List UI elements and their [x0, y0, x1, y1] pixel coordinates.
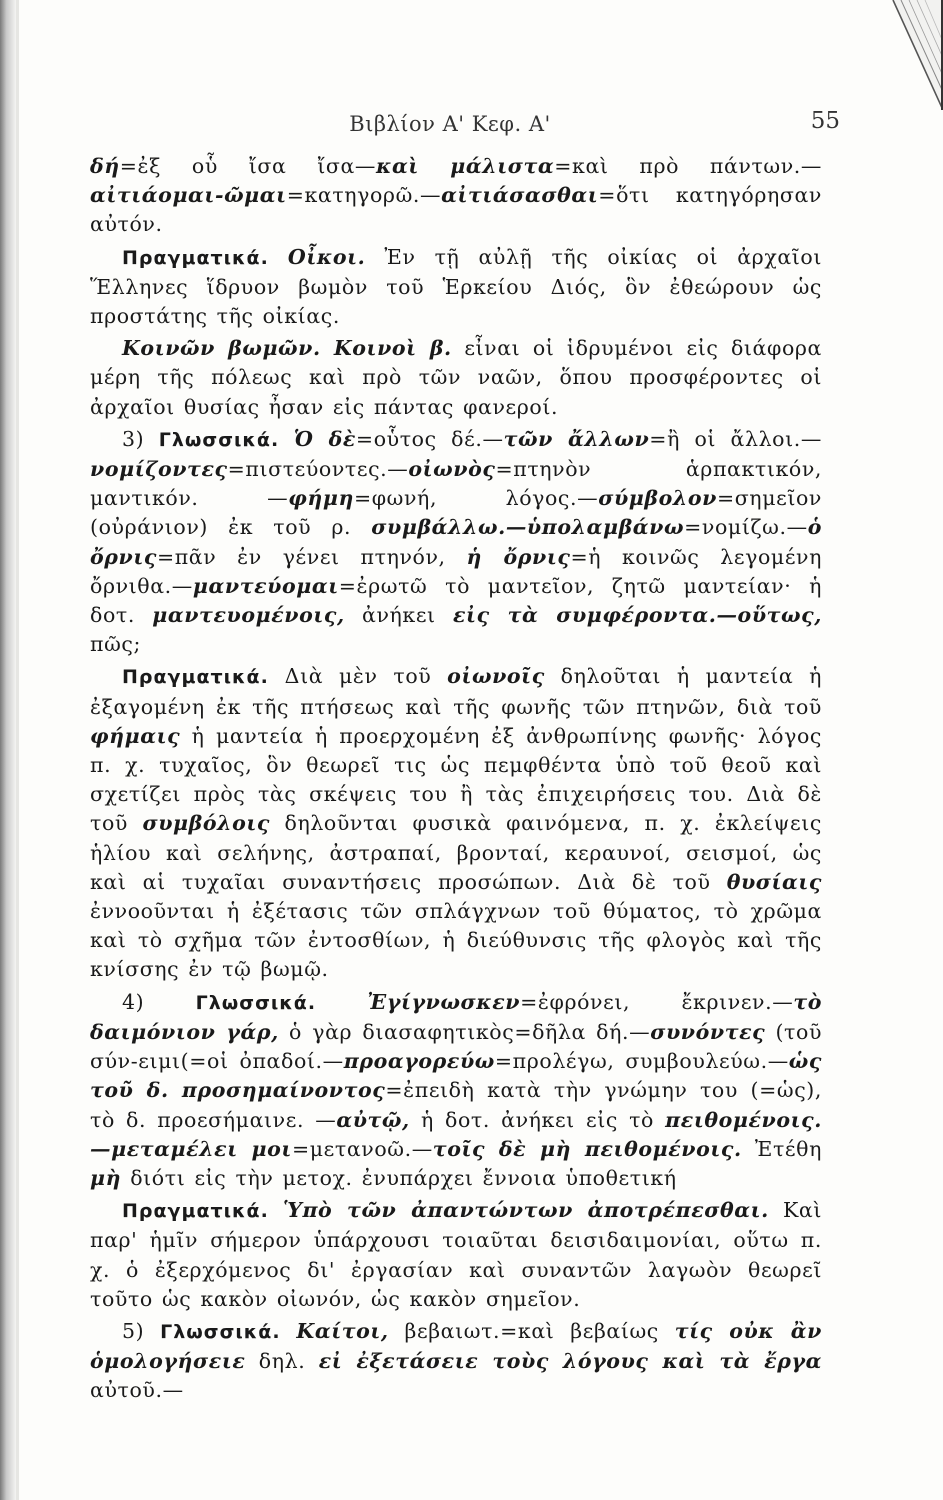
section-marker: Γλωσσικά. [158, 428, 280, 451]
emphasized-term: συμβόλοις [142, 811, 270, 836]
text-run [281, 1319, 297, 1343]
section-marker: Πραγματικά. [122, 246, 269, 269]
text-run: ἀνήκει [344, 603, 453, 628]
text-run: Ἐν τῇ αὐλῇ τῆς οἰκίας οἱ ἀρχαῖοι Ἕλληνες ἵδρυον βωμὸν τοῦ Ἑρκείου Διός, ὃν ἐθεώρουν ὡς προστάτης τῆς οἰκίας. [90, 244, 822, 329]
emphasized-term: μὴ [90, 1165, 122, 1190]
text-run: ἡ μαντεία ἡ προερχομένη ἐξ ἀνθρωπίνης φωνῆς· λόγος π. χ. τυχαῖος, ὃν θεωρεῖ τις ὡς πεμφθέντα ὑπὸ τοῦ θεοῦ καὶ σχετίζει πρὸς τὰς σκέψεις του ἢ τὰς ἐπιχειρήσεις του. Διὰ δὲ τοῦ [90, 723, 822, 836]
paragraph-2 [90, 243, 822, 332]
emphasized-term: εἰ ἐξετάσειε τοὺς λόγους καὶ τὰ ἔργα [318, 1349, 822, 1374]
section-marker: Πραγματικά. [122, 666, 269, 689]
emphasized-term: ὁ ὄρνις [90, 515, 822, 569]
emphasized-term: συμβάλλω.—ὑπολαμβάνω [371, 515, 685, 540]
text-run [279, 427, 294, 451]
emphasized-term: αἰτιάομαι-ῶμαι [90, 183, 287, 208]
paragraph-3 [90, 334, 822, 422]
text-run: =καὶ πρὸ πάντων.— [554, 154, 822, 178]
emphasized-term: αὐτῷ, [336, 1107, 410, 1132]
emphasized-term: Ὑπὸ τῶν ἀπαντώντων ἀποτρέπεσθαι. [282, 1198, 769, 1223]
text-run: =πτηνὸν ἁρπακτικόν, μαντικόν. — [90, 457, 822, 511]
emphasized-term: μαντεύομαι [192, 573, 339, 598]
text-run: δηλοῦται ἡ μαντεία ἡ ἐξαγομένη ἐκ τῆς πτήσεως καὶ τῆς φωνῆς τῶν πτηνῶν, διὰ τοῦ [90, 664, 822, 719]
emphasized-term: φήμαις [90, 723, 181, 748]
emphasized-term: τίς οὐκ ἂν ὁμολογήσειε [90, 1318, 822, 1374]
emphasized-term: μαντευομένοις, [152, 603, 345, 628]
text-run: ὁ γὰρ διασαφητικὸς=δῆλα δή.— [278, 1019, 651, 1044]
text-run [316, 990, 367, 1014]
text-run: =ἐξ οὗ ἴσα ἴσα— [119, 154, 376, 178]
text-run: =ἡ κοινῶς λεγομένη ὄρνιθα.— [90, 544, 822, 598]
text-run: ἐννοοῦνται ἡ ἐξέτασις τῶν σπλάγχνων τοῦ θύματος, τὸ χρῶμα καὶ τὸ σχῆμα τῶν ἐντοσθίων, ἡ διεύθυνσις τῆς φλογὸς καὶ τῆς κνίσσης ἐν τῷ βωμῷ. [90, 899, 822, 982]
text-run: =φωνή, λόγος.— [353, 486, 599, 511]
folded-corner-graphic [853, 0, 943, 110]
text-run: =πᾶν ἐν γένει πτηνόν, [156, 544, 467, 569]
text-run: διότι εἰς τὴν μετοχ. ἐνυπάρχει ἔννοια ὑποθετική [121, 1165, 677, 1190]
emphasized-term: νομίζοντες [90, 457, 228, 482]
text-run: 4) [122, 989, 196, 1014]
text-run: ἡ δοτ. ἀνήκει εἰς τὸ [409, 1107, 666, 1132]
text-run: =προλέγω, συμβουλεύω.— [494, 1049, 789, 1074]
text-run: =σημεῖον (οὐράνιον) ἐκ τοῦ ρ. [90, 486, 822, 540]
running-head: Βιβλίον Α' Κεφ. Α' [349, 112, 551, 136]
emphasized-term: φήμη [288, 486, 354, 511]
emphasized-term: Καίτοι, [296, 1318, 389, 1343]
emphasized-term: αἰτιάσασθαι [441, 183, 599, 208]
page-header [60, 108, 840, 144]
text-run: βεβαιωτ.=καὶ βεβαίως [388, 1318, 675, 1343]
emphasized-term: Ὁ δὲ [293, 426, 356, 451]
text-run: Καὶ παρ' ἡμῖν σήμερον ὑπάρχουσι τοιαῦται δεισιδαιμονίαι, οὕτω π. χ. ὁ ἐξερχόμενος δι' ἐργασίαν καὶ συναντῶν λαγωὸν θεωρεῖ τοῦτο ὡς κακὸν οἰωνόν, ὡς κακὸν σημεῖον. [90, 1198, 822, 1311]
text-run: Διὰ μὲν τοῦ [268, 664, 448, 689]
emphasized-term: θυσίαις [726, 869, 822, 894]
emphasized-term: προαγορεύω [343, 1049, 495, 1074]
paragraph-5 [90, 662, 822, 984]
emphasized-term: Κοινῶν βωμῶν. Κοινοὶ β. [122, 336, 452, 361]
emphasized-term: οἰωνοῖς [447, 664, 545, 689]
emphasized-term: τὸ δαιμόνιον γάρ, [90, 989, 822, 1044]
emphasized-term: οἰωνὸς [408, 457, 496, 482]
emphasized-term: Οἶκοι. [287, 244, 366, 269]
text-run: =πιστεύοντες.— [227, 457, 409, 482]
paragraph-7 [90, 1196, 822, 1314]
emphasized-term: ἡ ὄρνις [466, 544, 571, 569]
section-marker: Γλωσσικά. [195, 991, 317, 1014]
text-run [269, 1198, 283, 1222]
emphasized-term: δή [90, 154, 120, 178]
text-run: εἶναι οἱ ἱδρυμένοι εἰς διάφορα μέρη τῆς πόλεως καὶ πρὸ τῶν ναῶν, ὅπου προσφέροντες οἱ ἀρχαῖοι θυσίας ἦσαν εἰς πάντας φανεροί. [90, 336, 822, 419]
emphasized-term: καὶ μάλιστα [376, 154, 555, 178]
text-run: =νομίζω.— [684, 515, 808, 540]
text-run: =ἐφρόνει, ἔκρινεν.— [520, 989, 794, 1014]
emphasized-term: συνόντες [650, 1019, 766, 1044]
text-run: =οὗτος δέ.— [355, 426, 504, 451]
text-run: 5) [122, 1318, 161, 1343]
emphasized-term: σύμβολον [598, 486, 717, 511]
text-run: =ἢ οἱ ἄλλοι.— [649, 426, 822, 451]
emphasized-term: εἰς τὰ συμφέροντα.—οὕτως, [452, 603, 822, 628]
text-run: =ὅτι κατηγόρησαν αὐτόν. [90, 183, 822, 237]
text-run [269, 245, 288, 269]
text-run: =ἐπειδὴ κατὰ τὴν γνώμην του (=ὡς), τὸ δ. προεσήμαινε. — [90, 1078, 822, 1132]
text-run: 3) [122, 426, 159, 451]
text-run: δηλοῦνται φυσικὰ φαινόμενα, π. χ. ἐκλείψεις ἡλίου καὶ σελήνης, ἀστραπαί, βρονταί, κεραυνοί, σεισμοί, ὡς καὶ αἱ τυχαῖαι συναντήσεις προσώπων. Διὰ δὲ τοῦ [90, 811, 822, 894]
paragraph-4 [90, 425, 822, 660]
paragraph-8 [90, 1317, 822, 1406]
text-run: αὐτοῦ.— [90, 1378, 184, 1403]
emphasized-term: τοῖς δὲ μὴ πειθομένοις. [432, 1136, 742, 1161]
emphasized-term: ὡς τοῦ δ. προσημαίνοντος [90, 1049, 822, 1103]
emphasized-term: Ἐγίγνωσκεν [367, 989, 521, 1014]
paragraph-6 [90, 988, 822, 1193]
emphasized-term: πειθομένοις.—μεταμέλει μοι [90, 1107, 822, 1161]
section-marker: Γλωσσικά. [160, 1320, 281, 1343]
text-run: =ἐρωτῶ τὸ μαντεῖον, ζητῶ μαντείαν· ἡ δοτ. [90, 573, 822, 628]
page-body [90, 152, 822, 1406]
section-marker: Πραγματικά. [122, 1200, 269, 1223]
text-run: =μετανοῶ.— [291, 1136, 433, 1161]
text-run: δηλ. [245, 1349, 319, 1374]
text-run: =κατηγορῶ.— [286, 183, 442, 208]
page-number: 55 [810, 108, 840, 134]
text-run: Ἐτέθη [741, 1136, 822, 1161]
text-run: πῶς; [90, 632, 141, 657]
paragraph-1 [90, 152, 822, 240]
emphasized-term: τῶν ἄλλων [503, 426, 650, 451]
text-run: (τοῦ σύν-ειμι(=οἱ ὀπαδοί.— [90, 1019, 823, 1074]
